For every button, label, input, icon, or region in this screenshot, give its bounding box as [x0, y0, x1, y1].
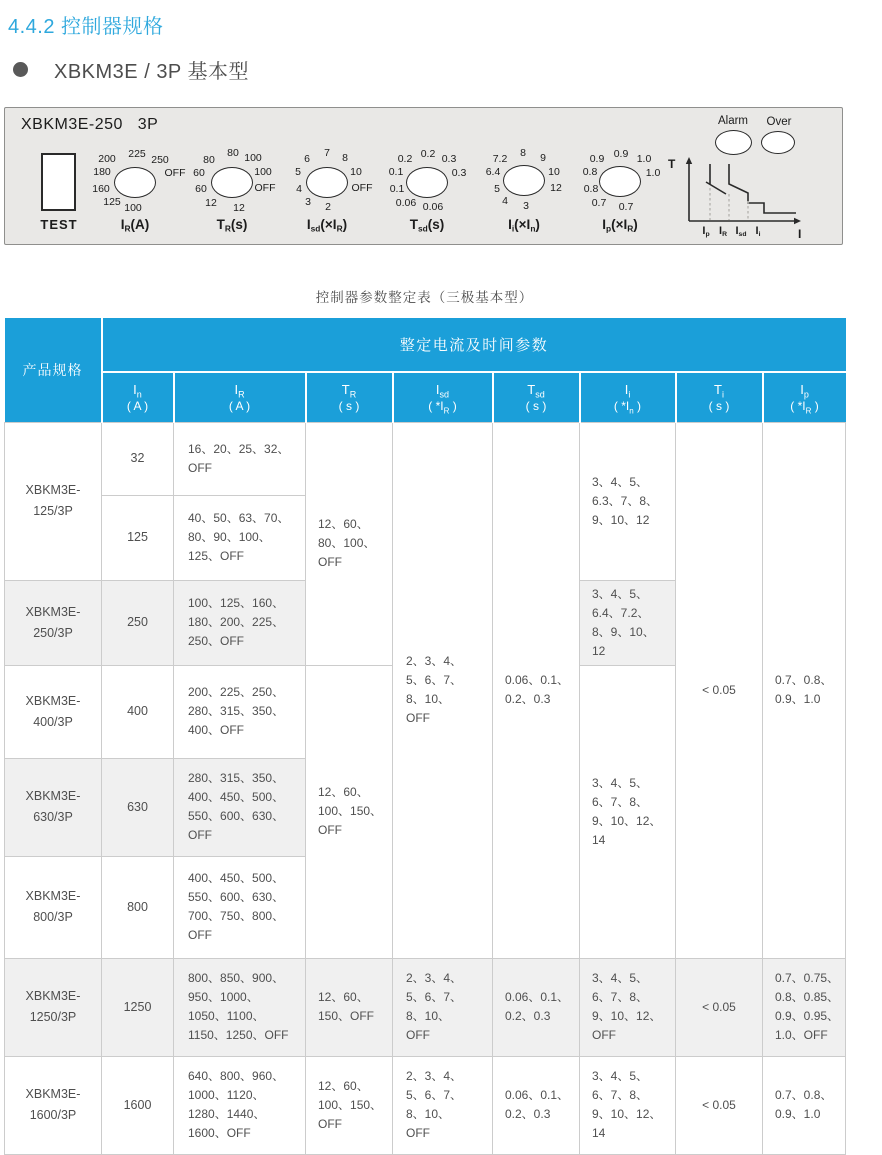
dial-tsd-scale: 0.2 [420, 148, 436, 160]
col-header-in: $I_n$ ( A ) [102, 372, 174, 422]
dial-tr-scale: 100 [244, 152, 262, 164]
cell-in-400: 400 [102, 665, 174, 758]
dial-ir-scale: 160 [92, 183, 110, 195]
col-header-ti: $T_i$ ( s ) [676, 372, 763, 422]
dial-isd-scale: 2 [325, 201, 331, 213]
cell-ip-1250: 0.7、0.75、0.8、0.85、0.9、0.95、1.0、OFF [763, 958, 846, 1056]
dial-ii-scale: 9 [540, 152, 546, 164]
cell-ii-400-800: 3、4、5、6、7、8、9、10、12、14 [580, 665, 676, 958]
dial-ir[interactable] [114, 167, 156, 198]
dial-ip-scale: 0.8 [582, 166, 598, 178]
dial-tr-scale: OFF [254, 182, 276, 194]
graph-y-axis-label: T [668, 157, 676, 171]
graph-tick-ir: $I_R$ [719, 225, 727, 238]
cell-ir-630: 280、315、350、400、450、500、550、600、630、OFF [174, 758, 306, 856]
cell-ir-250: 100、125、160、180、200、225、250、OFF [174, 580, 306, 665]
dial-ip-scale: 0.8 [583, 183, 599, 195]
cell-ir-800: 400、450、500、550、600、630、700、750、800、OFF [174, 856, 306, 958]
dial-ir-label: $I_R(A)$ [120, 217, 150, 234]
dial-isd-scale: 7 [324, 147, 330, 159]
cell-in-1600: 1600 [102, 1056, 174, 1154]
dial-tr-scale: 60 [193, 167, 205, 179]
cell-ip-125-800: 0.7、0.8、0.9、1.0 [763, 422, 846, 958]
cell-in-1250: 1250 [102, 958, 174, 1056]
table-row [5, 422, 846, 495]
cell-tsd-1250: 0.06、0.1、0.2、0.3 [493, 958, 580, 1056]
cell-isd-1600: 2、3、4、5、6、7、8、10、OFF [393, 1056, 493, 1154]
controller-faceplate [4, 107, 843, 245]
cell-ir-400: 200、225、250、280、315、350、400、OFF [174, 665, 306, 758]
dial-tsd-scale: 0.06 [422, 201, 444, 213]
col-header-ip: $I_p$ ( $*I_R$ ) [763, 372, 846, 422]
dial-tr-label: $T_R(s)$ [216, 217, 248, 234]
dial-ii-scale: 10 [548, 166, 560, 178]
dial-isd-scale: 8 [342, 152, 348, 164]
cell-tr-125-250: 12、60、80、100、OFF [306, 422, 393, 665]
cell-ti-125-800: < 0.05 [676, 422, 763, 958]
col-header-tr: $T_R$ ( s ) [306, 372, 393, 422]
cell-ir-1250: 800、850、900、950、1000、1050、1100、1150、1250、OFF [174, 958, 306, 1056]
alarm-lamp [715, 130, 752, 155]
dial-ir-scale: 100 [124, 202, 142, 214]
product-heading-label: XBKM3E / 3P 基本型 [54, 61, 249, 83]
dial-tr-scale: 100 [254, 166, 272, 178]
dial-tr[interactable] [211, 167, 253, 198]
dial-tr-scale: 80 [203, 154, 215, 166]
cell-spec-250: XBKM3E-250/3P [5, 580, 102, 665]
dial-tsd[interactable] [406, 167, 448, 198]
cell-ip-1600: 0.7、0.8、0.9、1.0 [763, 1056, 846, 1154]
cell-ii-1600: 3、4、5、6、7、8、9、10、12、14 [580, 1056, 676, 1154]
dial-isd-scale: 6 [304, 153, 310, 165]
cell-ti-1600: < 0.05 [676, 1056, 763, 1154]
cell-ii-250: 3、4、5、6.4、7.2、8、9、10、12 [580, 580, 676, 665]
cell-spec-1250: XBKM3E-1250/3P [5, 958, 102, 1056]
dial-ir-scale: 250 [151, 154, 169, 166]
dial-tsd-scale: 0.1 [388, 166, 404, 178]
dial-ir-scale: 180 [93, 166, 111, 178]
dial-ii-scale: 5 [494, 183, 500, 195]
product-heading [13, 55, 249, 84]
dial-ip-scale: 1.0 [636, 153, 652, 165]
dial-ii[interactable] [503, 165, 545, 196]
cell-in-125: 125 [102, 495, 174, 580]
cell-spec-800: XBKM3E-800/3P [5, 856, 102, 958]
dial-tsd-label: $T_{sd}(s)$ [409, 217, 445, 234]
cell-ir-1600: 640、800、960、1000、1120、1280、1440、1600、OFF [174, 1056, 306, 1154]
cell-spec-630: XBKM3E-630/3P [5, 758, 102, 856]
cell-in-250: 250 [102, 580, 174, 665]
dial-ip-scale: 0.7 [591, 197, 607, 209]
cell-tsd-125-800: 0.06、0.1、0.2、0.3 [493, 422, 580, 958]
dial-ii-scale: 7.2 [492, 153, 508, 165]
test-button[interactable] [41, 153, 76, 211]
dial-ip-label: $I_p(\times I_R)$ [602, 217, 638, 234]
dial-tr-scale: 12 [205, 197, 217, 209]
cell-in-32: 32 [102, 422, 174, 495]
dial-tr-scale: 12 [233, 202, 245, 214]
dial-ir-scale: OFF [164, 167, 186, 179]
dial-tr-scale: 60 [195, 183, 207, 195]
graph-tick-ii: $I_i$ [755, 225, 761, 238]
dial-ii-scale: 12 [550, 182, 562, 194]
cell-isd-1250: 2、3、4、5、6、7、8、10、OFF [393, 958, 493, 1056]
cell-tr-1250: 12、60、150、OFF [306, 958, 393, 1056]
dial-ir-scale: 225 [128, 148, 146, 160]
cell-in-800: 800 [102, 856, 174, 958]
table-caption: 控制器参数整定表（三极基本型） [315, 290, 534, 305]
dial-ir-scale: 125 [103, 196, 121, 208]
dial-ii-label: $I_i(\times I_n)$ [508, 217, 540, 234]
dial-tsd-scale: 0.3 [441, 153, 457, 165]
cell-tsd-1600: 0.06、0.1、0.2、0.3 [493, 1056, 580, 1154]
section-title: 4.4.2 控制器规格 [8, 16, 164, 38]
col-header-group: 整定电流及时间参数 [102, 318, 846, 372]
alarm-lamp-label: Alarm [717, 115, 749, 127]
dial-ip-scale: 0.9 [589, 153, 605, 165]
dial-ir-scale: 200 [98, 153, 116, 165]
col-header-ii: $I_i$ ( $*I_n$ ) [580, 372, 676, 422]
trip-curve-graph [655, 156, 807, 228]
cell-spec-1600: XBKM3E-1600/3P [5, 1056, 102, 1154]
col-header-isd: $I_{sd}$ ( $*I_R$ ) [393, 372, 493, 422]
dial-isd-scale: OFF [351, 182, 373, 194]
dial-isd-scale: 5 [295, 166, 301, 178]
dial-isd-scale: 3 [305, 196, 311, 208]
cell-ir-32: 16、20、25、32、OFF [174, 422, 306, 495]
dial-ip[interactable] [599, 166, 641, 197]
col-header-spec: 产品规格 [5, 318, 102, 422]
table-row [5, 1056, 846, 1154]
graph-tick-ip: $I_p$ [702, 225, 710, 238]
dial-tsd-scale: 0.3 [451, 167, 467, 179]
dial-ip-scale: 0.7 [618, 201, 634, 213]
graph-x-axis-label: I [798, 227, 802, 241]
col-header-ir: $I_R$ ( A ) [174, 372, 306, 422]
dial-tr-scale: 80 [227, 147, 239, 159]
dial-tsd-scale: 0.1 [389, 183, 405, 195]
cell-isd-125-800: 2、3、4、5、6、7、8、10、OFF [393, 422, 493, 958]
col-header-tsd: $T_{sd}$ ( s ) [493, 372, 580, 422]
cell-tr-400-800: 12、60、100、150、OFF [306, 665, 393, 958]
dial-ip-scale: 1.0 [645, 167, 661, 179]
dial-ii-scale: 8 [520, 147, 526, 159]
graph-tick-isd: $I_{sd}$ [735, 225, 747, 238]
over-lamp-label: Over [766, 116, 792, 128]
cell-tr-1600: 12、60、100、150、OFF [306, 1056, 393, 1154]
faceplate-model-label: XBKM3E-250 3P [21, 116, 159, 133]
dial-isd-label: $I_{sd}(\times I_R)$ [306, 217, 348, 234]
dial-ii-scale: 4 [502, 195, 508, 207]
test-button-label: TEST [40, 217, 78, 232]
cell-spec-125: XBKM3E-125/3P [5, 422, 102, 580]
cell-in-630: 630 [102, 758, 174, 856]
dial-isd[interactable] [306, 167, 348, 198]
bullet-icon [13, 62, 28, 77]
dial-tsd-scale: 0.06 [395, 197, 417, 209]
settings-table [4, 318, 846, 1155]
table-row [5, 958, 846, 1056]
cell-ti-1250: < 0.05 [676, 958, 763, 1056]
dial-ii-scale: 6.4 [485, 166, 501, 178]
dial-tsd-scale: 0.2 [397, 153, 413, 165]
dial-ip-scale: 0.9 [613, 148, 629, 160]
dial-ii-scale: 3 [523, 200, 529, 212]
dial-isd-scale: 10 [350, 166, 362, 178]
over-lamp [761, 131, 795, 154]
cell-spec-400: XBKM3E-400/3P [5, 665, 102, 758]
cell-ir-125: 40、50、63、70、80、90、100、125、OFF [174, 495, 306, 580]
cell-ii-125: 3、4、5、6.3、7、8、9、10、12 [580, 422, 676, 580]
cell-ii-1250: 3、4、5、6、7、8、9、10、12、OFF [580, 958, 676, 1056]
dial-isd-scale: 4 [296, 183, 302, 195]
